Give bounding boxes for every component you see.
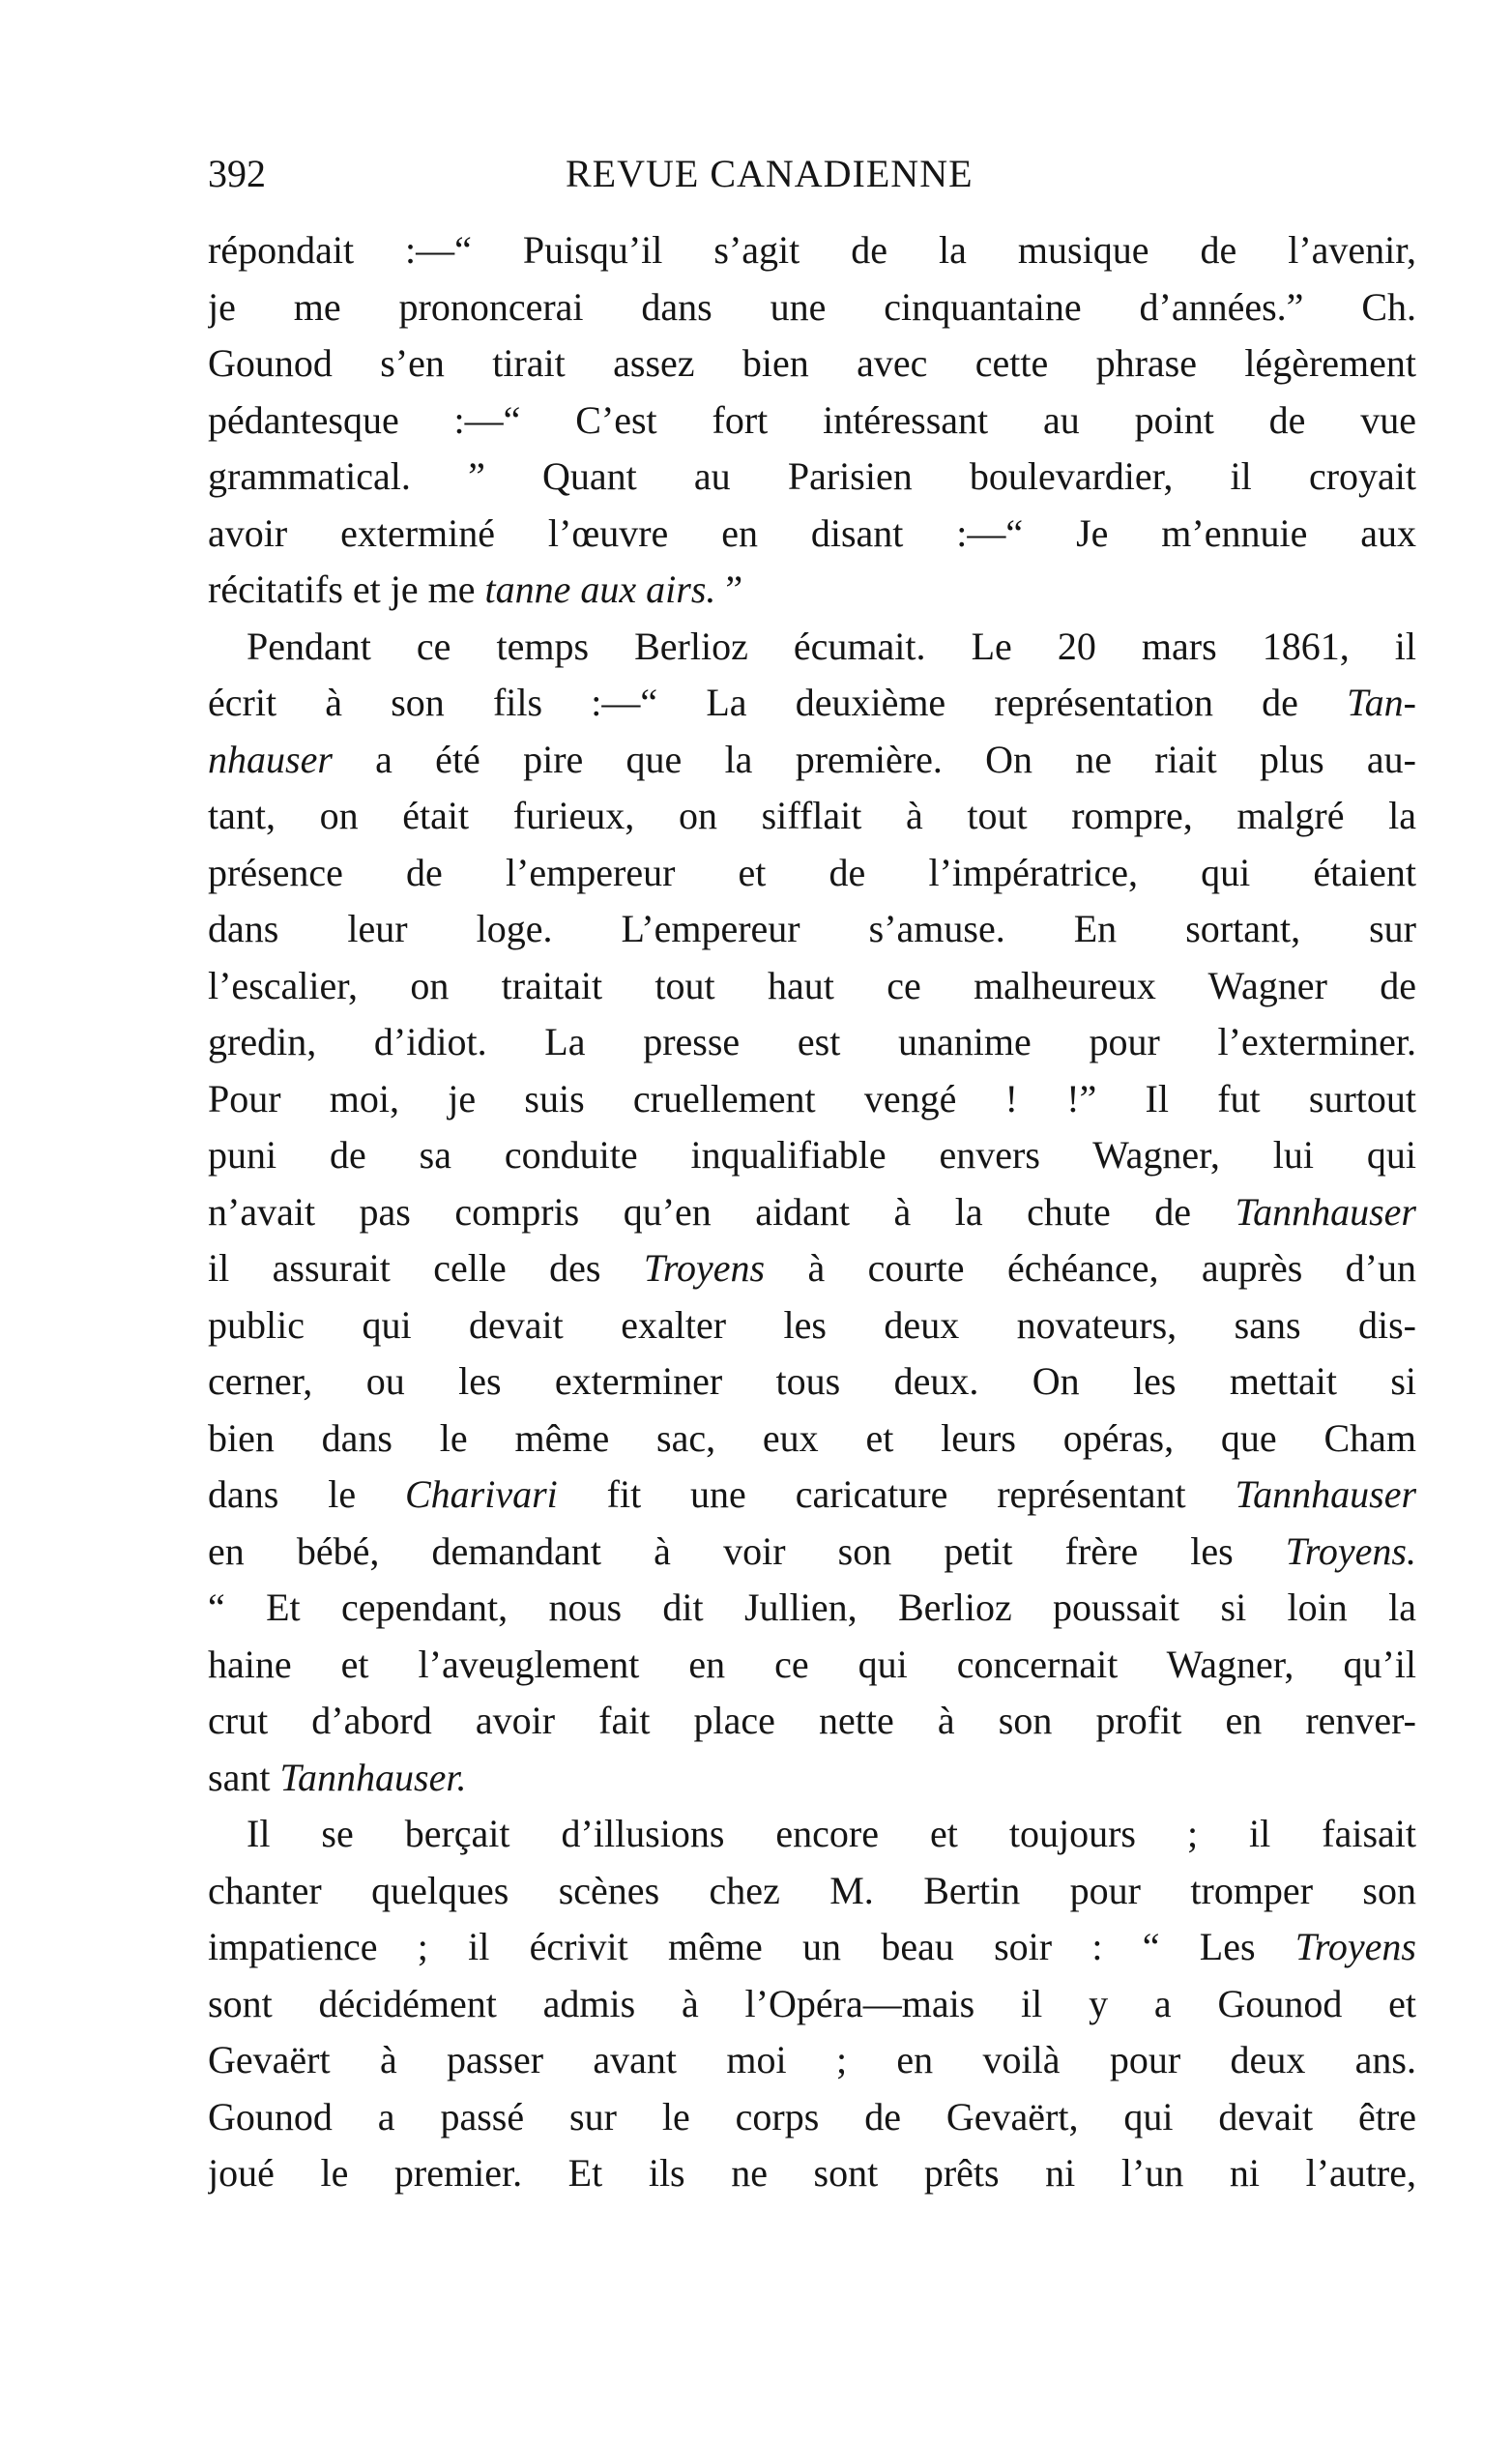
text-line: Gounod s’en tirait assez bien avec cette phrase légèrement: [208, 341, 1416, 385]
text-line: cerner, ou les exterminer tous deux. On les mettait si: [208, 1359, 1416, 1403]
journal-title: REVUE CANADIENNE: [566, 152, 974, 195]
italic-text: Tan-: [1347, 681, 1416, 724]
text-line: écrit à son fils :—“ La deuxième représentation de Tan-: [208, 681, 1416, 724]
italic-text: Charivari: [404, 1472, 558, 1516]
italic-text: Troyens.: [1285, 1528, 1416, 1573]
text-line: sont décidément admis à l’Opéra—mais il y a Gounod et: [208, 1981, 1416, 2025]
text-line: Il se berçait d’illusions encore et toujours ; il faisait: [247, 1812, 1416, 1855]
text-line: sant Tannhauser.: [208, 1755, 467, 1799]
text-line: “ Et cependant, nous dit Jullien, Berlioz poussait si loin la: [208, 1586, 1416, 1629]
italic-text: Tannhauser.: [279, 1755, 467, 1799]
text-line: Gounod a passé sur le corps de Gevaërt, qui devait être: [208, 2094, 1416, 2138]
text-line: haine et l’aveuglement en ce qui concernait Wagner, qu’il: [208, 1642, 1416, 1686]
text-line: grammatical. ” Quant au Parisien boulevardier, il croyait: [208, 454, 1416, 498]
text-line: en bébé, demandant à voir son petit frère les Troyens.: [208, 1528, 1416, 1573]
text-line: répondait :—“ Puisqu’il s’agit de la musique de l’avenir,: [208, 228, 1416, 272]
text-line: dans leur loge. L’empereur s’amuse. En sortant, sur: [208, 907, 1416, 950]
text-line: avoir exterminé l’œuvre en disant :—“ Je m’ennuie aux: [208, 510, 1416, 555]
text-line: n’avait pas compris qu’en aidant à la chute de Tannhauser: [208, 1189, 1416, 1234]
text-line: récitatifs et je me tanne aux airs. ”: [208, 567, 743, 611]
text-line: public qui devait exalter les deux novateurs, sans dis-: [208, 1302, 1416, 1347]
body-text: [208, 222, 1416, 2202]
text-line: tant, on était furieux, on sifflait à tout rompre, malgré la: [208, 794, 1416, 837]
italic-text: nhauser: [208, 737, 333, 781]
text-line: je me prononcerai dans une cinquantaine d’années.” Ch.: [208, 284, 1416, 329]
text-line: l’escalier, on traitait tout haut ce malheureux Wagner de: [208, 963, 1416, 1007]
text-line: Gevaërt à passer avant moi ; en voilà pour deux ans.: [208, 2038, 1416, 2081]
running-head: [208, 145, 1416, 203]
text-line: impatience ; il écrivit même un beau soir : “ Les Troyens: [208, 1925, 1416, 1968]
text-line: présence de l’empereur et de l’impératrice, qui étaient: [208, 850, 1416, 894]
text-line: dans le Charivari fit une caricature représentant Tannhauser: [208, 1472, 1416, 1516]
text-line: Pour moi, je suis cruellement vengé ! !” Il fut surtout: [208, 1076, 1416, 1120]
text-line: il assurait celle des Troyens à courte échéance, auprès d’un: [208, 1246, 1416, 1290]
italic-text: tanne aux airs.: [484, 567, 716, 611]
text-line: joué le premier. Et ils ne sont prêts ni l’un ni l’autre,: [208, 2151, 1416, 2195]
text-line: nhauser a été pire que la première. On ne riait plus au-: [208, 737, 1416, 781]
italic-text: Troyens: [643, 1246, 766, 1290]
text-line: Pendant ce temps Berlioz écumait. Le 20 mars 1861, il: [247, 624, 1416, 668]
text-line: pédantesque :—“ C’est fort intéressant au point de vue: [208, 397, 1416, 442]
italic-text: Troyens: [1294, 1925, 1416, 1968]
text-line: puni de sa conduite inqualifiable envers Wagner, lui qui: [208, 1133, 1416, 1177]
italic-text: Tannhauser: [1235, 1189, 1416, 1234]
page-number: 392: [208, 152, 266, 195]
text-line: crut d’abord avoir fait place nette à son profit en renver-: [208, 1699, 1416, 1742]
text-line: bien dans le même sac, eux et leurs opéras, que Cham: [208, 1415, 1416, 1460]
text-line: gredin, d’idiot. La presse est unanime pour l’exterminer.: [208, 1020, 1416, 1063]
italic-text: Tannhauser: [1235, 1472, 1416, 1516]
text-line: chanter quelques scènes chez M. Bertin pour tromper son: [208, 1868, 1416, 1912]
